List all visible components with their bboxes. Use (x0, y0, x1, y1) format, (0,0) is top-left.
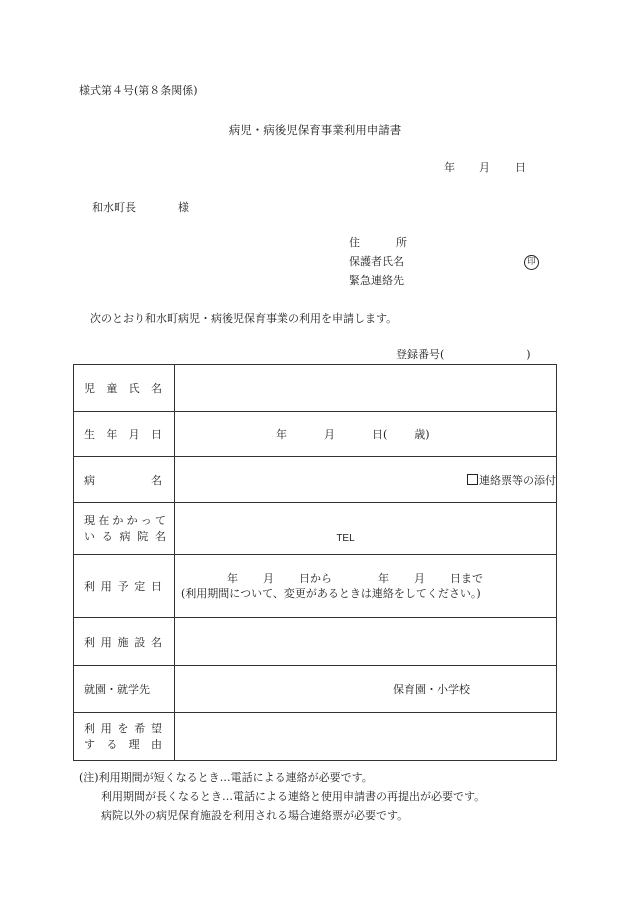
tel-label: TEL (336, 533, 355, 544)
label-char: 名 (150, 382, 162, 395)
date-month-label: 月 (479, 161, 490, 174)
label-char: 名 (155, 529, 166, 543)
document-title: 病児・病後児保育事業利用申請書 (228, 123, 402, 137)
table-row (74, 457, 557, 503)
emergency-contact-label: 緊急連絡先 (349, 274, 404, 287)
label-char: を (117, 721, 129, 735)
label-char: っ (140, 513, 152, 527)
birth-date-field[interactable] (175, 412, 557, 457)
school-value: 保育園・小学校 (393, 683, 470, 696)
label-char: か (112, 513, 124, 527)
table-row (74, 618, 557, 666)
child-name-field[interactable] (175, 365, 557, 412)
from-year: 年 (227, 571, 238, 585)
to-day: 日まで (450, 571, 483, 585)
reason-field[interactable] (175, 713, 557, 761)
attachment-checkbox[interactable] (467, 474, 478, 485)
label-char: 氏 (128, 382, 140, 395)
note-line-3: 病院以外の病児保育施設を利用される場合連絡票が必要です。 (101, 809, 409, 822)
illness-name-field[interactable] (175, 457, 557, 503)
intro-text: 次のとおり和水町病児・病後児保育事業の利用を申請します。 (90, 312, 398, 325)
label-char: て (154, 513, 166, 527)
label-char: 利 (84, 635, 95, 649)
label-char: 設 (134, 635, 146, 649)
label-char: 月 (128, 428, 140, 441)
label-char: 名 (151, 635, 162, 649)
from-day: 日から (299, 571, 332, 585)
label-char: 用 (100, 580, 112, 593)
child-name-label (74, 365, 175, 412)
label-char: 児 (84, 382, 95, 395)
date-year-label: 年 (444, 161, 455, 174)
hospital-label (74, 503, 175, 555)
from-month: 月 (263, 571, 274, 585)
label-char: 在 (98, 513, 110, 527)
schedule-note: (利用期間について、変更があるときは連絡をしてください。) (181, 587, 481, 600)
table-row (74, 365, 557, 412)
table-row (74, 555, 557, 618)
addressee-honorific: 様 (178, 201, 189, 214)
reason-label (74, 713, 175, 761)
hospital-field[interactable] (175, 503, 557, 555)
attachment-note: 連絡票等の添付 (479, 473, 556, 487)
address-label (349, 237, 407, 248)
label-char: 利 (84, 721, 95, 735)
note-line-1: (注)利用期間が短くなるとき…電話による連絡が必要です。 (79, 771, 373, 784)
label-char: る (101, 529, 113, 543)
label-char: い (84, 529, 95, 543)
birth-year: 年 (276, 428, 287, 441)
label-char: 現 (84, 513, 95, 527)
application-form-table (73, 364, 557, 761)
label-char: す (84, 737, 95, 751)
to-year: 年 (378, 571, 389, 585)
label-char: 利 (84, 580, 95, 593)
table-row (74, 666, 557, 713)
label-char: 施 (117, 635, 129, 649)
label-char: 院 (137, 529, 149, 543)
label-char: 病 (84, 473, 95, 487)
seal-mark: 印 (524, 255, 539, 270)
table-row (74, 503, 557, 555)
label-char: 生 (84, 428, 95, 441)
registration-number (396, 349, 531, 360)
label-char: 理 (128, 737, 140, 751)
address-label-char-2: 所 (396, 236, 407, 249)
schedule-label (74, 555, 175, 618)
label-char: 日 (151, 580, 162, 593)
guardian-name-label: 保護者氏名 (349, 255, 404, 268)
label-char: 望 (151, 721, 162, 735)
label-char: か (126, 513, 138, 527)
to-month: 月 (414, 571, 425, 585)
label-char: 希 (134, 721, 146, 735)
label-char: る (106, 737, 118, 751)
date-day-label: 日 (515, 161, 526, 174)
notes (79, 768, 485, 825)
label-char: 日 (150, 428, 162, 441)
birth-month: 月 (324, 428, 335, 441)
label-char: 用 (100, 721, 112, 735)
illness-name-label (74, 457, 175, 503)
birth-date-label (74, 412, 175, 457)
form-number: 様式第４号(第８条関係) (79, 84, 198, 97)
label-char: 予 (117, 580, 129, 593)
facility-field[interactable] (175, 618, 557, 666)
birth-age: 歳) (414, 428, 430, 441)
label-char: 年 (106, 428, 118, 441)
note-line-2: 利用期間が長くなるとき…電話による連絡と使用申請書の再提出が必要です。 (101, 790, 486, 803)
registration-close: ) (526, 348, 531, 361)
school-label: 就園・就学先 (74, 666, 175, 713)
schedule-field[interactable] (175, 555, 557, 618)
school-field[interactable] (175, 666, 557, 713)
label-char: 名 (151, 473, 162, 487)
label-char: 病 (119, 529, 131, 543)
address-label-char-1: 住 (349, 236, 360, 249)
facility-label (74, 618, 175, 666)
label-char: 由 (150, 737, 162, 751)
birth-day: 日( (372, 428, 388, 441)
label-char: 用 (100, 635, 112, 649)
label-char: 童 (106, 382, 118, 395)
table-row (74, 713, 557, 761)
addressee (92, 202, 189, 213)
registration-label: 登録番号( (396, 348, 445, 361)
addressee-name: 和水町長 (92, 201, 136, 214)
label-char: 定 (134, 580, 146, 593)
table-row (74, 412, 557, 457)
